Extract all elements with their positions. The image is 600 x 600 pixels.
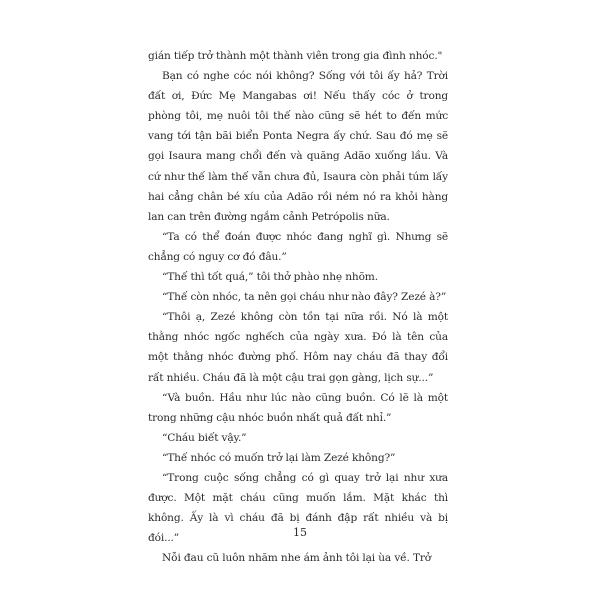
paragraph: “Ta có thể đoán được nhóc đang nghĩ gì. Nhưng sẽ chẳng có nguy cơ đó đâu.” bbox=[148, 230, 448, 263]
paragraph: “Thế thì tốt quá,” tôi thở phào nhẹ nhõm. bbox=[162, 271, 378, 284]
paragraph: “Thôi ạ, Zezé không còn tồn tại nữa rồi. Nó là một thằng nhóc ngốc nghếch của ngày xưa. Đó là tên của một thằng nhóc đường phố. Hôm nay cháu đã thay đổi rất nhiều. Cháu đã là một cậu trai gọn gàng, lịch sự...” bbox=[148, 311, 448, 384]
paragraph: “Và buồn. Hầu như lúc nào cũng buồn. Có lẽ là một trong những cậu nhóc buồn nhất quả đất nhỉ.” bbox=[148, 391, 448, 424]
body-text bbox=[148, 46, 448, 568]
paragraph-continuation: gián tiếp trở thành một thành viên trong gia đình nhóc." bbox=[148, 50, 443, 62]
paragraph: “Trong cuộc sống chẳng có gì quay trở lại như xưa được. Một mặt cháu cũng muốn lắm. Mặt khác thì không. Ấy là vì cháu đã bị đánh đập rất nhiều và bị đói...” bbox=[148, 471, 448, 545]
page-number: 15 bbox=[293, 526, 307, 539]
paragraph: Bạn có nghe cóc nói không? Sống với tôi ấy hả? Trời đất ơi, Đức Mẹ Mangabas ơi! Nếu thấy cóc ở trong phòng tôi, mẹ nuôi tôi thế nào cũng sẽ hét to đến mức vang tới tận bãi biển Ponta Negra ấy chứ. Sau đó mẹ sẽ gọi Isaura mang chổi đến và quăng Adão xuống lầu. Và cứ như thế làm thế vẫn chưa đủ, Isaura còn phải túm lấy hai cẳng chân bé xíu của Adão rồi ném nó ra khỏi hàng lan can trên đường ngắm cảnh Petrópolis nữa. bbox=[148, 70, 448, 223]
paragraph: “Thế nhóc có muốn trở lại làm Zezé không?” bbox=[162, 451, 396, 464]
paragraph: Nỗi đau cũ luôn nhăm nhe ám ảnh tôi lại ùa về. Trở bbox=[162, 552, 432, 565]
paragraph: “Cháu biết vậy.” bbox=[162, 431, 247, 444]
paragraph: “Thế còn nhóc, ta nên gọi cháu như nào đây? Zezé à?” bbox=[162, 291, 447, 304]
